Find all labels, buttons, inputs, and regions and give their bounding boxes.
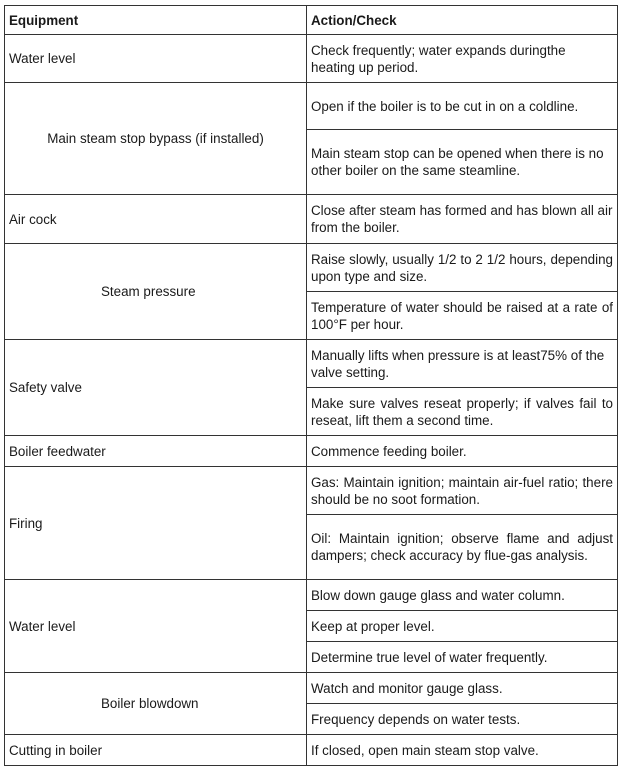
- action-column-header: Action/Check: [307, 6, 618, 35]
- equipment-cell: Safety valve: [5, 340, 307, 436]
- equipment-cell: Water level: [5, 580, 307, 673]
- equipment-cell: Water level: [5, 35, 307, 83]
- action-cell: Open if the boiler is to be cut in on a coldline.: [307, 83, 618, 130]
- table-row: [5, 436, 618, 467]
- boiler-startup-table: [4, 5, 618, 766]
- action-cell: Check frequently; water expands duringthe heating up period.: [307, 35, 618, 83]
- table-row: [5, 580, 618, 611]
- table-row: [5, 735, 618, 766]
- action-cell: Watch and monitor gauge glass.: [307, 673, 618, 704]
- action-cell: Commence feeding boiler.: [307, 436, 618, 467]
- header-row: [5, 6, 618, 35]
- table-row: [5, 340, 618, 388]
- table-row: [5, 467, 618, 515]
- action-cell: Oil: Maintain ignition; observe flame and adjust dampers; check accuracy by flue-gas analysis.: [307, 515, 618, 580]
- action-cell: Manually lifts when pressure is at least75% of the valve setting.: [307, 340, 618, 388]
- action-cell: Temperature of water should be raised at a rate of 100°F per hour.: [307, 292, 618, 340]
- table-row: [5, 195, 618, 244]
- table-row: [5, 244, 618, 292]
- equipment-cell: Air cock: [5, 195, 307, 244]
- table-row: [5, 673, 618, 704]
- equipment-cell: Boiler feedwater: [5, 436, 307, 467]
- action-cell: If closed, open main steam stop valve.: [307, 735, 618, 766]
- action-cell: Keep at proper level.: [307, 611, 618, 642]
- action-cell: Close after steam has formed and has blown all air from the boiler.: [307, 195, 618, 244]
- action-cell: Blow down gauge glass and water column.: [307, 580, 618, 611]
- equipment-column-header: Equipment: [5, 6, 307, 35]
- action-cell: Gas: Maintain ignition; maintain air-fuel ratio; there should be no soot formation.: [307, 467, 618, 515]
- action-cell: Determine true level of water frequently.: [307, 642, 618, 673]
- table-row: [5, 83, 618, 130]
- action-cell: Main steam stop can be opened when there is no other boiler on the same steamline.: [307, 130, 618, 195]
- action-cell: Make sure valves reseat properly; if valves fail to reseat, lift them a second time.: [307, 388, 618, 436]
- equipment-cell: Cutting in boiler: [5, 735, 307, 766]
- action-cell: Raise slowly, usually 1/2 to 2 1/2 hours, depending upon type and size.: [307, 244, 618, 292]
- table-row: [5, 35, 618, 83]
- equipment-cell: Main steam stop bypass (if installed): [5, 83, 307, 195]
- equipment-cell: Steam pressure: [5, 244, 307, 340]
- equipment-cell: Boiler blowdown: [5, 673, 307, 735]
- equipment-cell: Firing: [5, 467, 307, 580]
- action-cell: Frequency depends on water tests.: [307, 704, 618, 735]
